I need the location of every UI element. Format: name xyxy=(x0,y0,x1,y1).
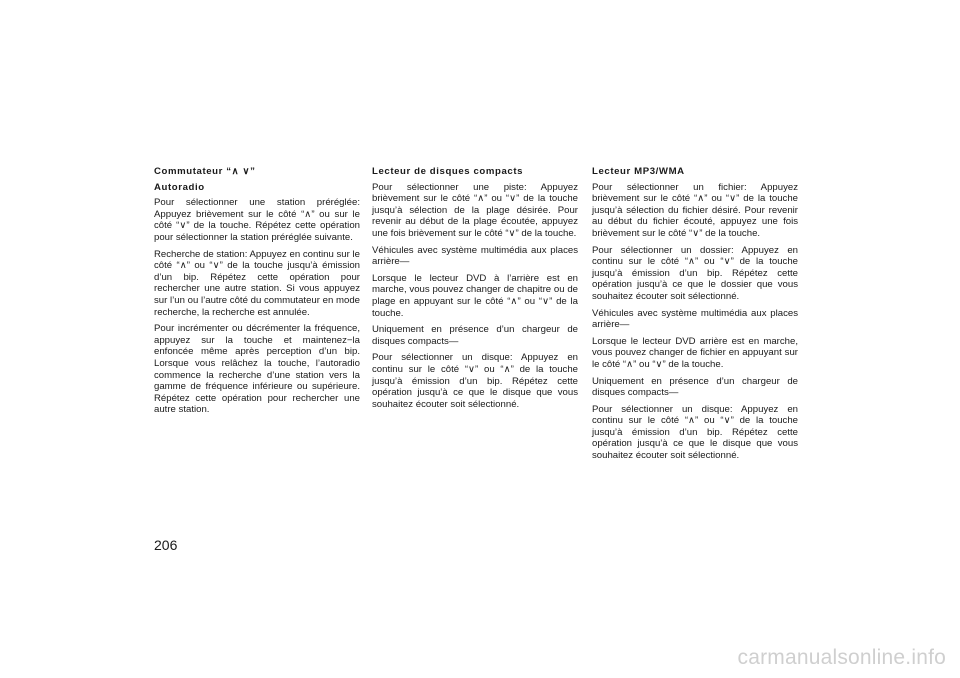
paragraph: Véhicules avec système multimédia aux places arrière— xyxy=(592,307,798,331)
column-2 xyxy=(372,166,578,415)
column-3 xyxy=(592,166,798,467)
section-heading-commutateur: Commutateur “∧ ∨” xyxy=(154,166,256,177)
column-1 xyxy=(154,166,360,421)
paragraph: Pour incrémenter ou décrémenter la fréquence, appuyez sur la touche et maintenez−la enfoncée même après perception d’un bip. Lorsque vous relâchez la touche, l’autoradio commence la recherche d’une station vers la gamme de fréquence inférieure ou supérieure. Répétez cette opération pour rechercher une autre station. xyxy=(154,323,360,416)
paragraph: Pour sélectionner un disque: Appuyez en continu sur le côté “∨” ou “∧” de la touche jusqu’à émission d’un bip. Répétez cette opération jusqu’à ce que le disque que vous souhaitez écouter soit sélectionné. xyxy=(372,352,578,410)
paragraph: Pour sélectionner une piste: Appuyez brièvement sur le côté “∧” ou “∨” de la touche jusqu’à sélection de la plage désirée. Pour revenir au début de la plage écoutée, appuyez une fois brièvement sur le côté “∨” de la touche. xyxy=(372,181,578,239)
paragraph: Lorsque le lecteur DVD à l’arrière est en marche, vous pouvez changer de chapitre ou de plage en appuyant sur le côté “∧” ou “∨” de la touche. xyxy=(372,272,578,319)
paragraph: Uniquement en présence d’un chargeur de disques compacts— xyxy=(372,324,578,347)
paragraph: Pour sélectionner un fichier: Appuyez brièvement sur le côté “∧” ou “∨” de la touche jusqu’à sélection du fichier désiré. Pour revenir au début du fichier écouté, appuyez une fois brièvement sur le côté “∨” de la touche. xyxy=(592,181,798,239)
paragraph: Recherche de station: Appuyez en continu sur le côté “∧” ou “∨” de la touche jusqu’à émission d’un bip. Répétez cette opération pour rechercher une autre station. Si vous appuyez sur l’un ou l’autre côté du commutateur en mode recherche, la recherche est annulée. xyxy=(154,248,360,318)
watermark: carmanualsonline.info xyxy=(737,646,946,669)
paragraph: Pour sélectionner une station préréglée: Appuyez brièvement sur le côté “∧” ou sur le côté “∨” de la touche. Répétez cette opération pour sélectionner la station préréglée suivante. xyxy=(154,197,360,243)
paragraph: Véhicules avec système multimédia aux places arrière— xyxy=(372,244,578,268)
page-number: 206 xyxy=(154,537,178,553)
section-subheading-autoradio: Autoradio xyxy=(154,181,205,193)
section-heading-lecteur-mp3: Lecteur MP3/WMA xyxy=(592,166,685,177)
paragraph: Lorsque le lecteur DVD arrière est en marche, vous pouvez changer de fichier en appuyant sur le côté “∧” ou “∨” de la touche. xyxy=(592,335,798,370)
paragraph: Uniquement en présence d’un chargeur de disques compacts— xyxy=(592,375,798,399)
paragraph: Pour sélectionner un disque: Appuyez en continu sur le côté “∧” ou “∨” de la touche jusqu’à émission d’un bip. Répétez cette opération jusqu’à ce que le disque que vous souhaitez écouter soit sélectionné. xyxy=(592,403,798,462)
section-heading-lecteur-cd: Lecteur de disques compacts xyxy=(372,166,524,177)
paragraph: Pour sélectionner un dossier: Appuyez en continu sur le côté “∧” ou “∨” de la touche jusqu’à émission d’un bip. Répétez cette opération jusqu’à ce que le dossier que vous souhaitez écouter soit sélectionné. xyxy=(592,244,798,302)
